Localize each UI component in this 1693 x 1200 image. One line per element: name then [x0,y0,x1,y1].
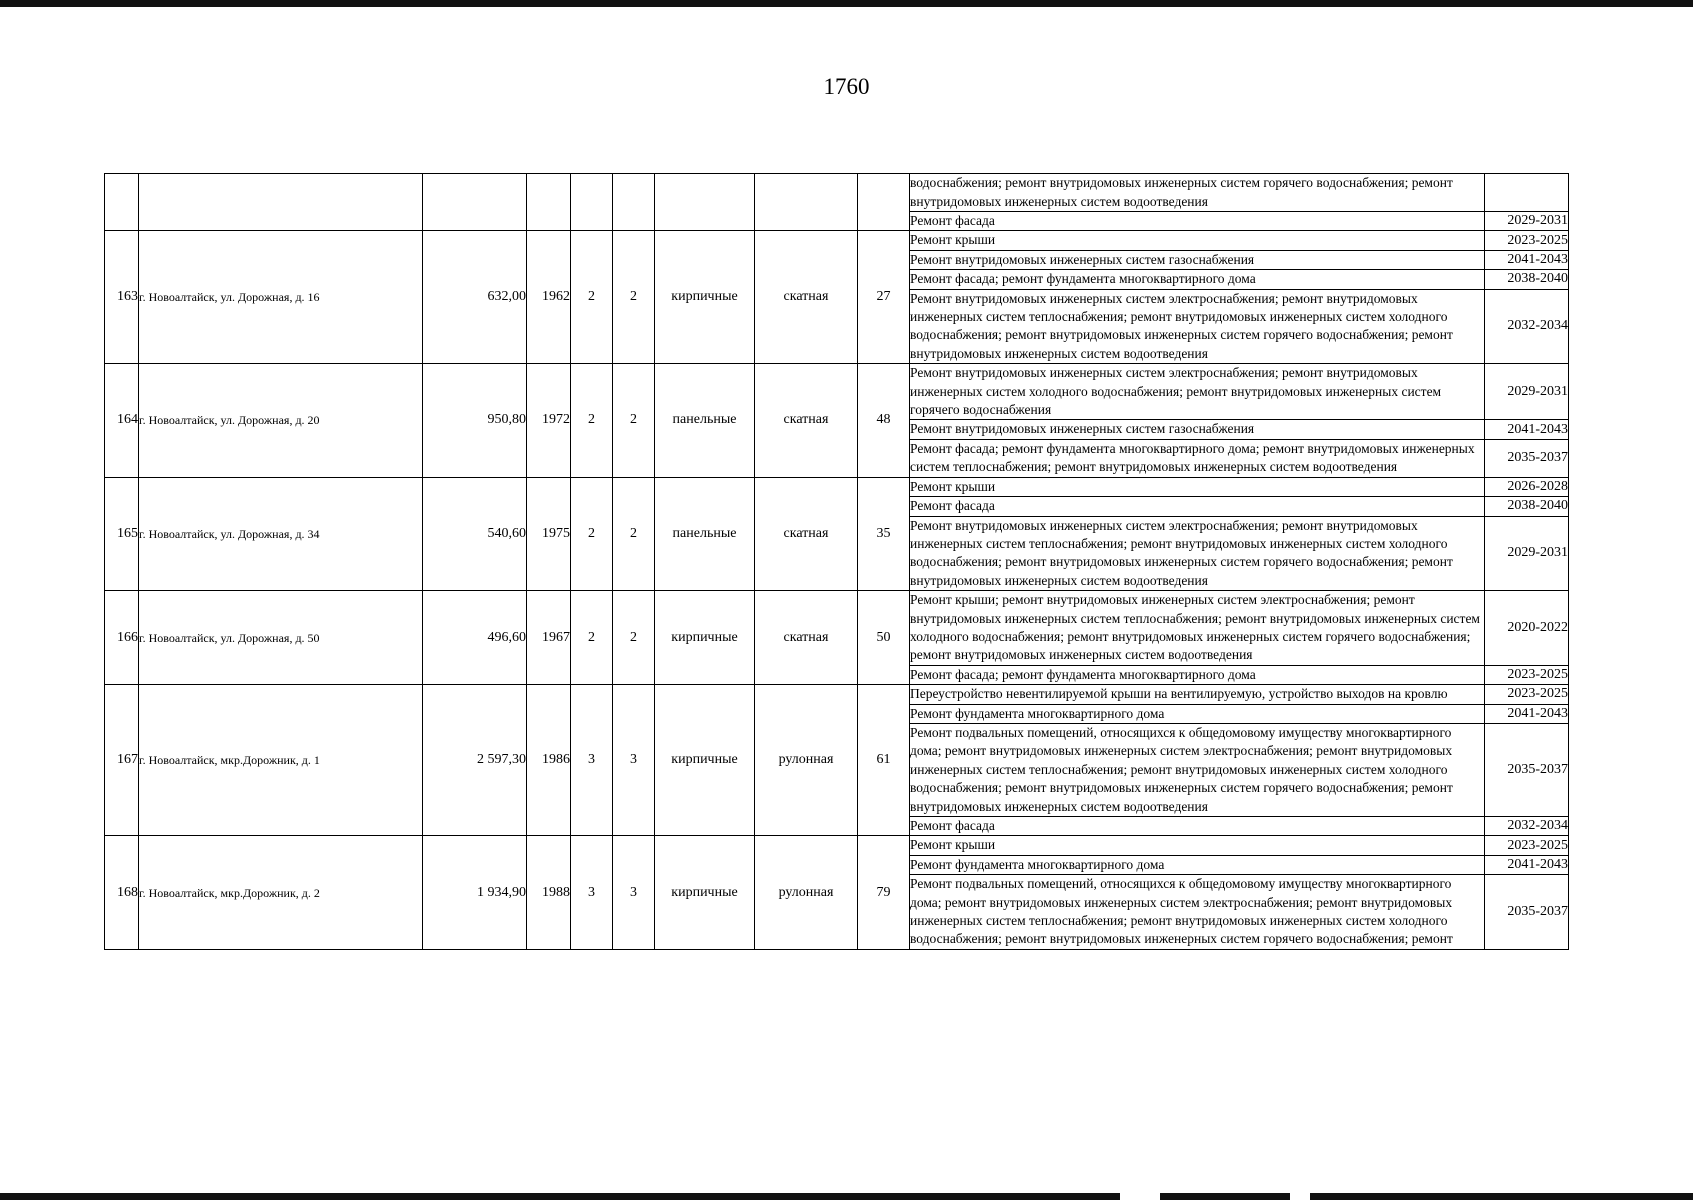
continuation-row [105,174,1569,212]
work-period [1485,174,1569,212]
work-description: Ремонт фасада [910,817,1485,836]
work-period: 2029-2031 [1485,516,1569,591]
cell-roof [755,174,858,231]
cell-address: г. Новоалтайск, ул. Дорожная, д. 50 [139,591,423,685]
work-description: водоснабжения; ремонт внутридомовых инженерных систем горячего водоснабжения; ремонт внутридомовых инженерных систем водоотведения [910,174,1485,212]
work-description: Ремонт внутридомовых инженерных систем электроснабжения; ремонт внутридомовых инженерных систем теплоснабжения; ремонт внутридомовых инженерных систем холодного водоснабжения; ремонт внутридомовых инженерных систем горячего водоснабжения; ремонт внутридомовых инженерных систем водоотведения [910,516,1485,591]
scan-edge-gap [1290,1192,1310,1200]
cell-address: г. Новоалтайск, ул. Дорожная, д. 34 [139,477,423,590]
cell-floors: 2 [571,364,613,477]
work-period: 2041-2043 [1485,704,1569,723]
scan-edge-top [0,0,1693,7]
work-description: Ремонт крыши; ремонт внутридомовых инженерных систем электроснабжения; ремонт внутридомовых инженерных систем теплоснабжения; ремонт внутридомовых инженерных систем холодного водоснабжения; ремонт внутридомовых инженерных систем горячего водоснабжения; ремонт внутридомовых инженерных систем водоотведения [910,591,1485,666]
work-description: Ремонт крыши [910,477,1485,496]
cell-area: 1 934,90 [423,836,527,949]
cell-roof-type: скатная [755,364,858,477]
work-period: 2035-2037 [1485,439,1569,477]
work-description: Ремонт подвальных помещений, относящихся к общедомовому имуществу многоквартирного дома; ремонт внутридомовых инженерных систем электроснабжения; ремонт внутридомовых инженерных систем теплоснабжения; ремонт внутридомовых инженерных систем холодного водоснабжения; ремонт внутридомовых инженерных систем горячего водоснабжения; ремонт [910,875,1485,950]
work-period: 2029-2031 [1485,364,1569,420]
cell-wall-material: кирпичные [655,685,755,836]
cell-area: 540,60 [423,477,527,590]
table-row [105,477,1569,496]
cell-address: г. Новоалтайск, мкр.Дорожник, д. 1 [139,685,423,836]
table-row [105,364,1569,420]
work-period: 2035-2037 [1485,723,1569,816]
cell-area [423,174,527,231]
work-period: 2041-2043 [1485,250,1569,269]
cell-wall [655,174,755,231]
table-body [105,174,1569,950]
cell-num [105,174,139,231]
cell-entrances: 2 [613,591,655,685]
cell-area: 632,00 [423,231,527,364]
cell-address: г. Новоалтайск, ул. Дорожная, д. 20 [139,364,423,477]
work-description: Ремонт крыши [910,836,1485,855]
work-period: 2032-2034 [1485,289,1569,364]
cell-entrances: 2 [613,231,655,364]
scan-edge-gap [1120,1192,1160,1200]
cell-wall-material: кирпичные [655,591,755,685]
cell-apartments [858,174,910,231]
work-period: 2023-2025 [1485,665,1569,684]
work-period: 2032-2034 [1485,817,1569,836]
cell-apartments: 35 [858,477,910,590]
work-period: 2038-2040 [1485,497,1569,516]
work-description: Ремонт фасада; ремонт фундамента многоквартирного дома; ремонт внутридомовых инженерных систем теплоснабжения; ремонт внутридомовых инженерных систем водоотведения [910,439,1485,477]
work-period: 2041-2043 [1485,420,1569,439]
work-description: Ремонт внутридомовых инженерных систем электроснабжения; ремонт внутридомовых инженерных систем холодного водоснабжения; ремонт внутридомовых инженерных систем горячего водоснабжения [910,364,1485,420]
cell-year: 1986 [527,685,571,836]
cell-entrances: 2 [613,477,655,590]
cell-entrances [613,174,655,231]
table-row [105,591,1569,666]
work-period: 2026-2028 [1485,477,1569,496]
scan-edge-bottom [0,1193,1693,1200]
cell-floors [571,174,613,231]
cell-number: 167 [105,685,139,836]
cell-entrances: 3 [613,685,655,836]
cell-area: 2 597,30 [423,685,527,836]
cell-number: 166 [105,591,139,685]
cell-roof-type: рулонная [755,685,858,836]
work-period: 2020-2022 [1485,591,1569,666]
work-description: Ремонт внутридомовых инженерных систем электроснабжения; ремонт внутридомовых инженерных систем теплоснабжения; ремонт внутридомовых инженерных систем холодного водоснабжения; ремонт внутридомовых инженерных систем горячего водоснабжения; ремонт внутридомовых инженерных систем водоотведения [910,289,1485,364]
work-period: 2023-2025 [1485,685,1569,704]
cell-floors: 2 [571,231,613,364]
cell-roof-type: рулонная [755,836,858,949]
cell-entrances: 2 [613,364,655,477]
cell-wall-material: кирпичные [655,231,755,364]
work-period: 2023-2025 [1485,836,1569,855]
work-period: 2038-2040 [1485,270,1569,289]
cell-roof-type: скатная [755,591,858,685]
cell-year: 1972 [527,364,571,477]
table-row [105,685,1569,704]
table-row [105,231,1569,250]
cell-apartments: 61 [858,685,910,836]
cell-apartments: 79 [858,836,910,949]
cell-number: 165 [105,477,139,590]
cell-year: 1962 [527,231,571,364]
cell-number: 168 [105,836,139,949]
cell-apartments: 50 [858,591,910,685]
work-description: Ремонт внутридомовых инженерных систем газоснабжения [910,420,1485,439]
page-number: 1760 [823,74,870,99]
work-description: Ремонт фундамента многоквартирного дома [910,704,1485,723]
cell-address [139,174,423,231]
cell-year: 1975 [527,477,571,590]
cell-roof-type: скатная [755,231,858,364]
cell-floors: 2 [571,477,613,590]
work-period: 2029-2031 [1485,212,1569,231]
work-description: Ремонт фасада [910,497,1485,516]
cell-apartments: 48 [858,364,910,477]
cell-floors: 3 [571,685,613,836]
cell-address: г. Новоалтайск, мкр.Дорожник, д. 2 [139,836,423,949]
work-description: Ремонт фасада [910,212,1485,231]
cell-year: 1967 [527,591,571,685]
work-description: Ремонт фундамента многоквартирного дома [910,855,1485,874]
cell-number: 164 [105,364,139,477]
work-period: 2041-2043 [1485,855,1569,874]
cell-wall-material: кирпичные [655,836,755,949]
cell-year: 1988 [527,836,571,949]
cell-address: г. Новоалтайск, ул. Дорожная, д. 16 [139,231,423,364]
cell-wall-material: панельные [655,364,755,477]
cell-floors: 3 [571,836,613,949]
work-description: Ремонт фасада; ремонт фундамента многоквартирного дома [910,665,1485,684]
table-row [105,836,1569,855]
cell-year [527,174,571,231]
cell-floors: 2 [571,591,613,685]
work-description: Ремонт фасада; ремонт фундамента многоквартирного дома [910,270,1485,289]
cell-entrances: 3 [613,836,655,949]
cell-area: 950,80 [423,364,527,477]
cell-apartments: 27 [858,231,910,364]
cell-number: 163 [105,231,139,364]
work-description: Ремонт крыши [910,231,1485,250]
cell-area: 496,60 [423,591,527,685]
repair-schedule-table [104,173,1569,950]
cell-wall-material: панельные [655,477,755,590]
work-description: Ремонт подвальных помещений, относящихся к общедомовому имуществу многоквартирного дома; ремонт внутридомовых инженерных систем электроснабжения; ремонт внутридомовых инженерных систем теплоснабжения; ремонт внутридомовых инженерных систем холодного водоснабжения; ремонт внутридомовых инженерных систем горячего водоснабжения; ремонт внутридомовых инженерных систем водоотведения [910,723,1485,816]
work-period: 2023-2025 [1485,231,1569,250]
work-description: Переустройство невентилируемой крыши на вентилируемую, устройство выходов на кровлю [910,685,1485,704]
work-description: Ремонт внутридомовых инженерных систем газоснабжения [910,250,1485,269]
cell-roof-type: скатная [755,477,858,590]
work-period: 2035-2037 [1485,875,1569,950]
